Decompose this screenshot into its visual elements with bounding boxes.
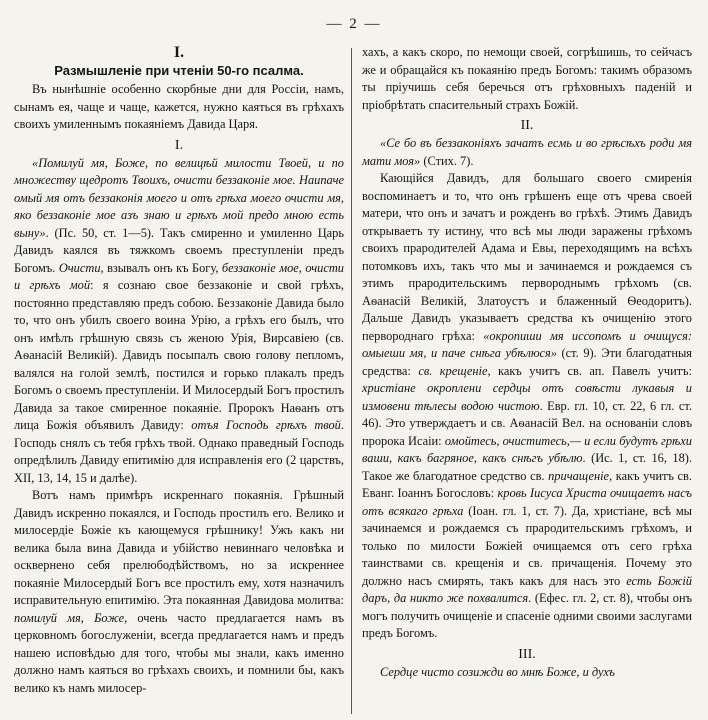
page-number: — 2 — — [326, 16, 382, 32]
section-numeral: I. — [174, 44, 184, 61]
quote-text: есть Божiй даръ, да никто же похвалится — [362, 573, 692, 605]
body-text: (Стих. 7). — [420, 153, 474, 168]
quote-text: помилуй мя, Боже — [14, 610, 125, 625]
quote-text: «Се бо въ беззаконiяхъ зачатъ есмь и во грѣсѣхъ роди мя мати моя» — [362, 136, 692, 168]
quote-text: христiане окроплени сердцы отъ совѣсти лукавыя и измовени тѣлесы водою чистою — [362, 381, 692, 413]
body-paragraph — [14, 487, 344, 697]
body-text: , взывалъ онъ къ Богу, — [100, 260, 219, 275]
body-text: (ст. 9). Эти благодатныя средства: — [362, 346, 692, 378]
column-divider — [351, 48, 352, 714]
body-paragraph — [362, 170, 692, 643]
psalm-quote-paragraph — [14, 155, 344, 488]
body-text: Вотъ намъ примѣръ искреннаго покаянiя. Грѣшный Давидъ искренно покаялся, и Господь простилъ его. Велико и милосердiе Божiе къ кающемуся грѣшнику! Ужъ какъ ни велика была вина Давида и убiйство невиннаго человѣка и осквернено себя прелюбодѣйствомъ, но за искреннее покаянiе Милосердый Богъ все простилъ ему, хотя назначилъ исправительную епитимiю. Эта покаянная Давидова молитва: — [14, 488, 344, 607]
body-text: (Iоан. гл. 1, ст. 7). Да, христiане, всѣ мы зачинаемся и рождаемся съ прародительскимъ грѣхомъ, и только по милости Божiей очищаемся отъ сего грѣха таинствами св. крещенiя и св. причащенiя. Почему это должно насъ смирять, такъ какъ для насъ это — [362, 503, 692, 588]
body-text: . (Ис. 1, ст. 16, 18). Такое же благодатное средство св. — [362, 451, 693, 483]
quote-text: «окропиши мя иссопомъ и очищуся: омыеши мя, и паче снѣга убѣлюся» — [362, 328, 692, 360]
intro-paragraph: Въ нынѣшнiе особенно скорбные дни для Россiи, намъ, сынамъ ея, чаще и чаще, кажется, нужно каяться въ грѣхахъ своихъ умиленнымъ покаянiемъ Давида Царя. — [14, 82, 344, 131]
body-text: , какъ учитъ св. Еванг. Iоаннъ Богословъ: — [362, 468, 692, 500]
right-column — [362, 44, 692, 681]
body-text: : я сознаю свое беззаконiе и свой грѣхъ, постоянно представляю предъ собою. Беззаконiе Давида было то, что онъ убилъ своего воина Урiю, а грѣхъ его былъ, что онъ имѣлъ грѣшную связь съ женою Урiя, Вирсавiею (св. Аѳанасiй Великiй). Давидъ посыпалъ свою голову пепломъ, валялся на голой землѣ, постился и горько плакалъ предъ Богомъ о своемъ преступленiи. И Милосердый Богъ простилъ Давида за такое смиренное покаянiе. Пророкъ Наѳанъ отъ лица Божiя объявилъ Давиду: — [14, 278, 344, 432]
subsection-heading-2: II. — [520, 118, 534, 133]
body-text: , очень часто предлагается намъ въ церковномъ богослуженiи, всегда предлагается намъ и предъ нашею исповѣдью для того, чтобы мы знали, какъ именно должно намъ каяться во грѣхахъ своихъ, и помнили бы, какъ велико къ намъ милосер- — [14, 610, 344, 695]
body-text: . Господь снялъ съ тебя грѣхъ твой. Однако праведный Господь опредѣлилъ Давиду епитимiю для исправленiя его (2 царствъ, XII, 13, 14, 15 и далѣе). — [14, 418, 344, 485]
quote-text: Сердце чисто созижди во мнѣ Боже, и духъ — [380, 664, 615, 679]
psalm-quote-paragraph — [362, 135, 692, 170]
quote-text: беззаконiе мое, очисти и грѣхъ мой — [14, 260, 344, 292]
body-text: , какъ учитъ св. ап. Павелъ учитъ: — [487, 363, 692, 378]
quote-text: причащенiе — [548, 468, 610, 483]
left-column — [14, 44, 344, 697]
quote-text: «Помилуй мя, Боже, по велицѣй милости Твоей, и по множеству щедротъ Твоихъ, очисти беззаконiе мое. Наипаче омый мя отъ беззаконiя моего и отъ грѣха моего очисти мя, яко беззаконiе мое азъ знаю и грѣхъ мой предо мною есть выну» — [14, 155, 344, 240]
continued-paragraph: хахъ, а какъ скоро, по немощи своей, согрѣшишь, то сейчасъ же и обращайся къ покаянiю предъ Богомъ: такимъ образомъ ты прiучишь себя беречься отъ грѣховныхъ паденiй и прiобрѣтать спасительный страхъ Божiй. — [362, 45, 692, 112]
body-text: . Евр. гл. 10, ст. 22, 6 гл. ст. 46). Это утверждаетъ и св. Аѳанасiй Вел. на основанiи словъ пророка Исаiи: — [362, 398, 692, 448]
psalm-quote-paragraph — [362, 664, 692, 682]
quote-text: кровь Iисуса Христа очищаетъ насъ отъ всякаго грѣха — [362, 486, 692, 518]
quote-text: омойтесь, очиститесь,— и если будутъ грѣхи ваши, какъ багряное, какъ снѣгъ убѣлю — [362, 433, 692, 465]
subsection-heading-3: III. — [518, 646, 536, 662]
article-title: Размышленiе при чтенiи 50-го псалма. — [54, 63, 304, 78]
quote-text: отъя Господь грѣхъ твой — [191, 418, 341, 432]
subsection-heading-1: I. — [174, 137, 184, 153]
quote-text: Очисти — [58, 260, 101, 275]
quote-text: св. крещенiе — [418, 363, 488, 378]
body-text: . (Ефес. гл. 2, ст. 8), чтобы онъ могъ получить очищенiе и спасенiе одними своими заслугами предъ Богомъ. — [362, 591, 692, 640]
body-text: Кающiйся Давидъ, для большаго своего смиренiя воспоминаетъ и то, что онъ грѣшенъ еще отъ чрева своей матери, что онъ и зачатъ и рожденъ во грѣхѣ. Этимъ Давидъ открываетъ ту истину, что всѣ мы люди заражены грѣхомъ своихъ прародителей Адама и Евы, переходящимъ на всѣхъ потомковъ ихъ, такъ что мы и зачинаемся и рождаемся съ этимъ прародительскимъ первороднымъ грѣхомъ (св. Аѳанасiй Великiй, Златоустъ и блаженный Ѳеодоритъ). Дальше Давидъ указываетъ средства къ очищенiю этого первороднаго грѣха: — [362, 171, 692, 343]
body-text: . (Пс. 50, ст. 1—5). Такъ смиренно и умиленно Царь Давидъ каялся въ тяжкомъ своемъ преступленiи предъ Богомъ. — [14, 225, 344, 275]
